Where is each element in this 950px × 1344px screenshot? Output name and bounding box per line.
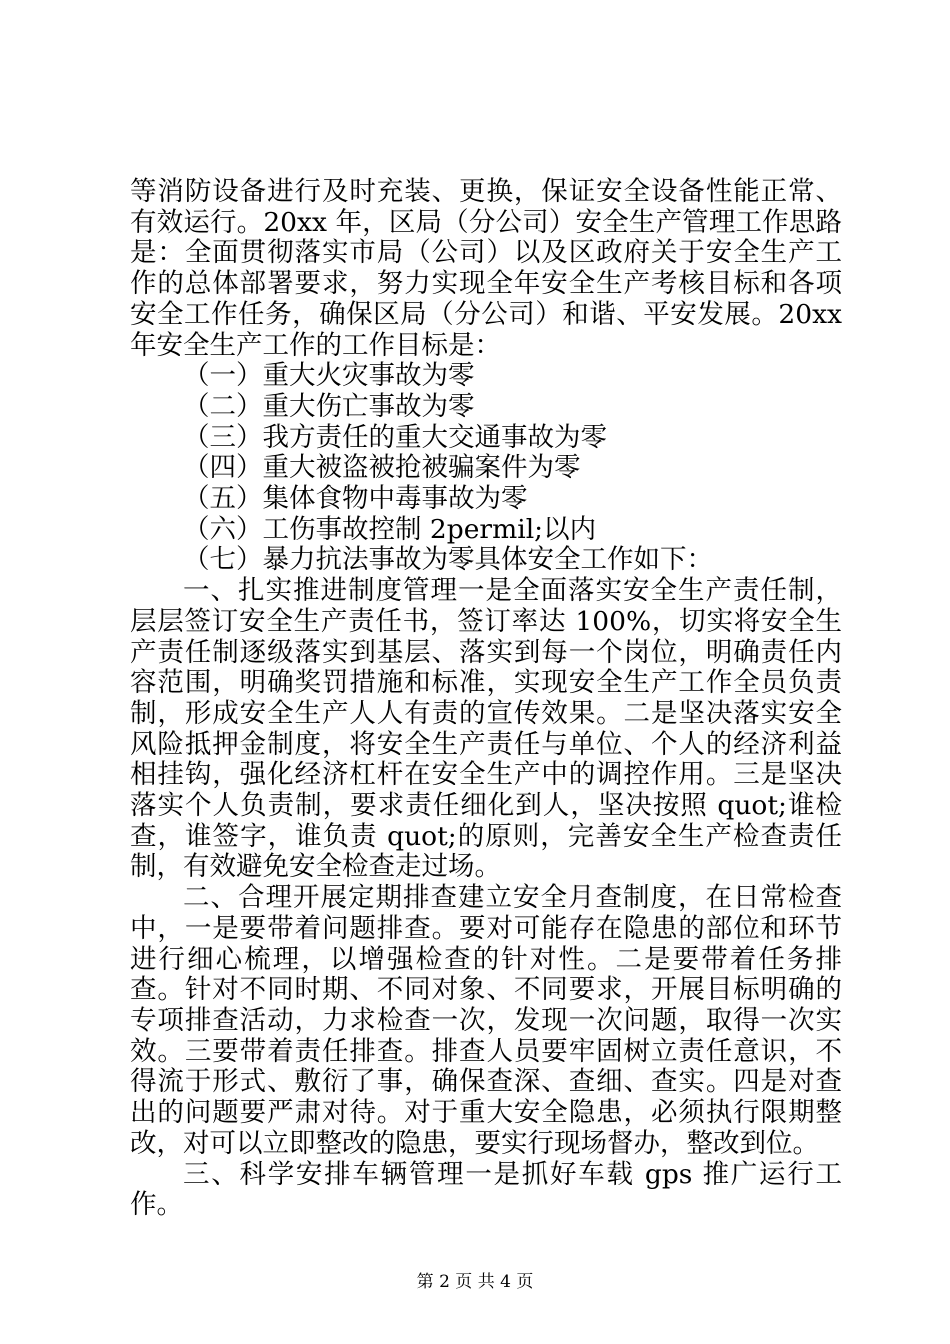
goal-item-4: （四）重大被盗被抢被骗案件为零 (183, 452, 581, 484)
page-number-footer: 第 2 页 共 4 页 (416, 1272, 534, 1292)
goal-item-7: （七）暴力抗法事故为零具体安全工作如下： (183, 544, 713, 576)
document-body (130, 177, 842, 1221)
goal-item-1: （一）重大火灾事故为零 (183, 360, 475, 392)
goal-item-5: （五）集体食物中毒事故为零 (183, 483, 528, 515)
goal-item-2: （二）重大伤亡事故为零 (183, 390, 475, 422)
intro-paragraph: 等消防设备进行及时充装、更换，保证安全设备性能正常、有效运行。20xx 年，区局（分公司）安全生产管理工作思路是：全面贯彻落实市局（公司）以及区政府关于安全生产工作的总体部署要求，努力实现全年安全生产考核目标和各项安全工作任务，确保区局（分公司）和谐、平安发展。20xx 年安全生产工作的工作目标是： (130, 176, 842, 361)
section-2-paragraph: 二、合理开展定期排查建立安全月查制度，在日常检查中，一是要带着问题排查。要对可能存在隐患的部位和环节进行细心梳理，以增强检查的针对性。二是要带着任务排查。针对不同时期、不同对象、不同要求，开展目标明确的专项排查活动，力求检查一次，发现一次问题，取得一次实效。三要带着责任排查。排查人员要牢固树立责任意识，不得流于形式、敷衍了事，确保查深、查细、查实。四是对查出的问题要严肃对待。对于重大安全隐患，必须执行限期整改，对可以立即整改的隐患，要实行现场督办，整改到位。 (130, 882, 842, 1159)
section-3-paragraph: 三、科学安排车辆管理一是抓好车载 gps 推广运行工作。 (130, 1158, 842, 1221)
goal-item-6: （六）工伤事故控制 2permil;以内 (183, 513, 597, 545)
section-1-paragraph: 一、扎实推进制度管理一是全面落实安全生产责任制，层层签订安全生产责任书，签订率达 100%，切实将安全生产责任制逐级落实到基层、落实到每一个岗位，明确责任内容范围，明确奖罚措施和标准，实现安全生产工作全员负责制，形成安全生产人人有责的宣传效果。二是坚决落实安全风险抵押金制度，将安全生产责任与单位、个人的经济利益相挂钩，强化经济杠杆在安全生产中的调控作用。三是坚决落实个人负责制，要求责任细化到人，坚决按照 quot;谁检查，谁签字，谁负责 quot;的原则，完善安全生产检查责任制，有效避免安全检查走过场。 (130, 575, 842, 883)
goal-item-3: （三）我方责任的重大交通事故为零 (183, 421, 607, 453)
